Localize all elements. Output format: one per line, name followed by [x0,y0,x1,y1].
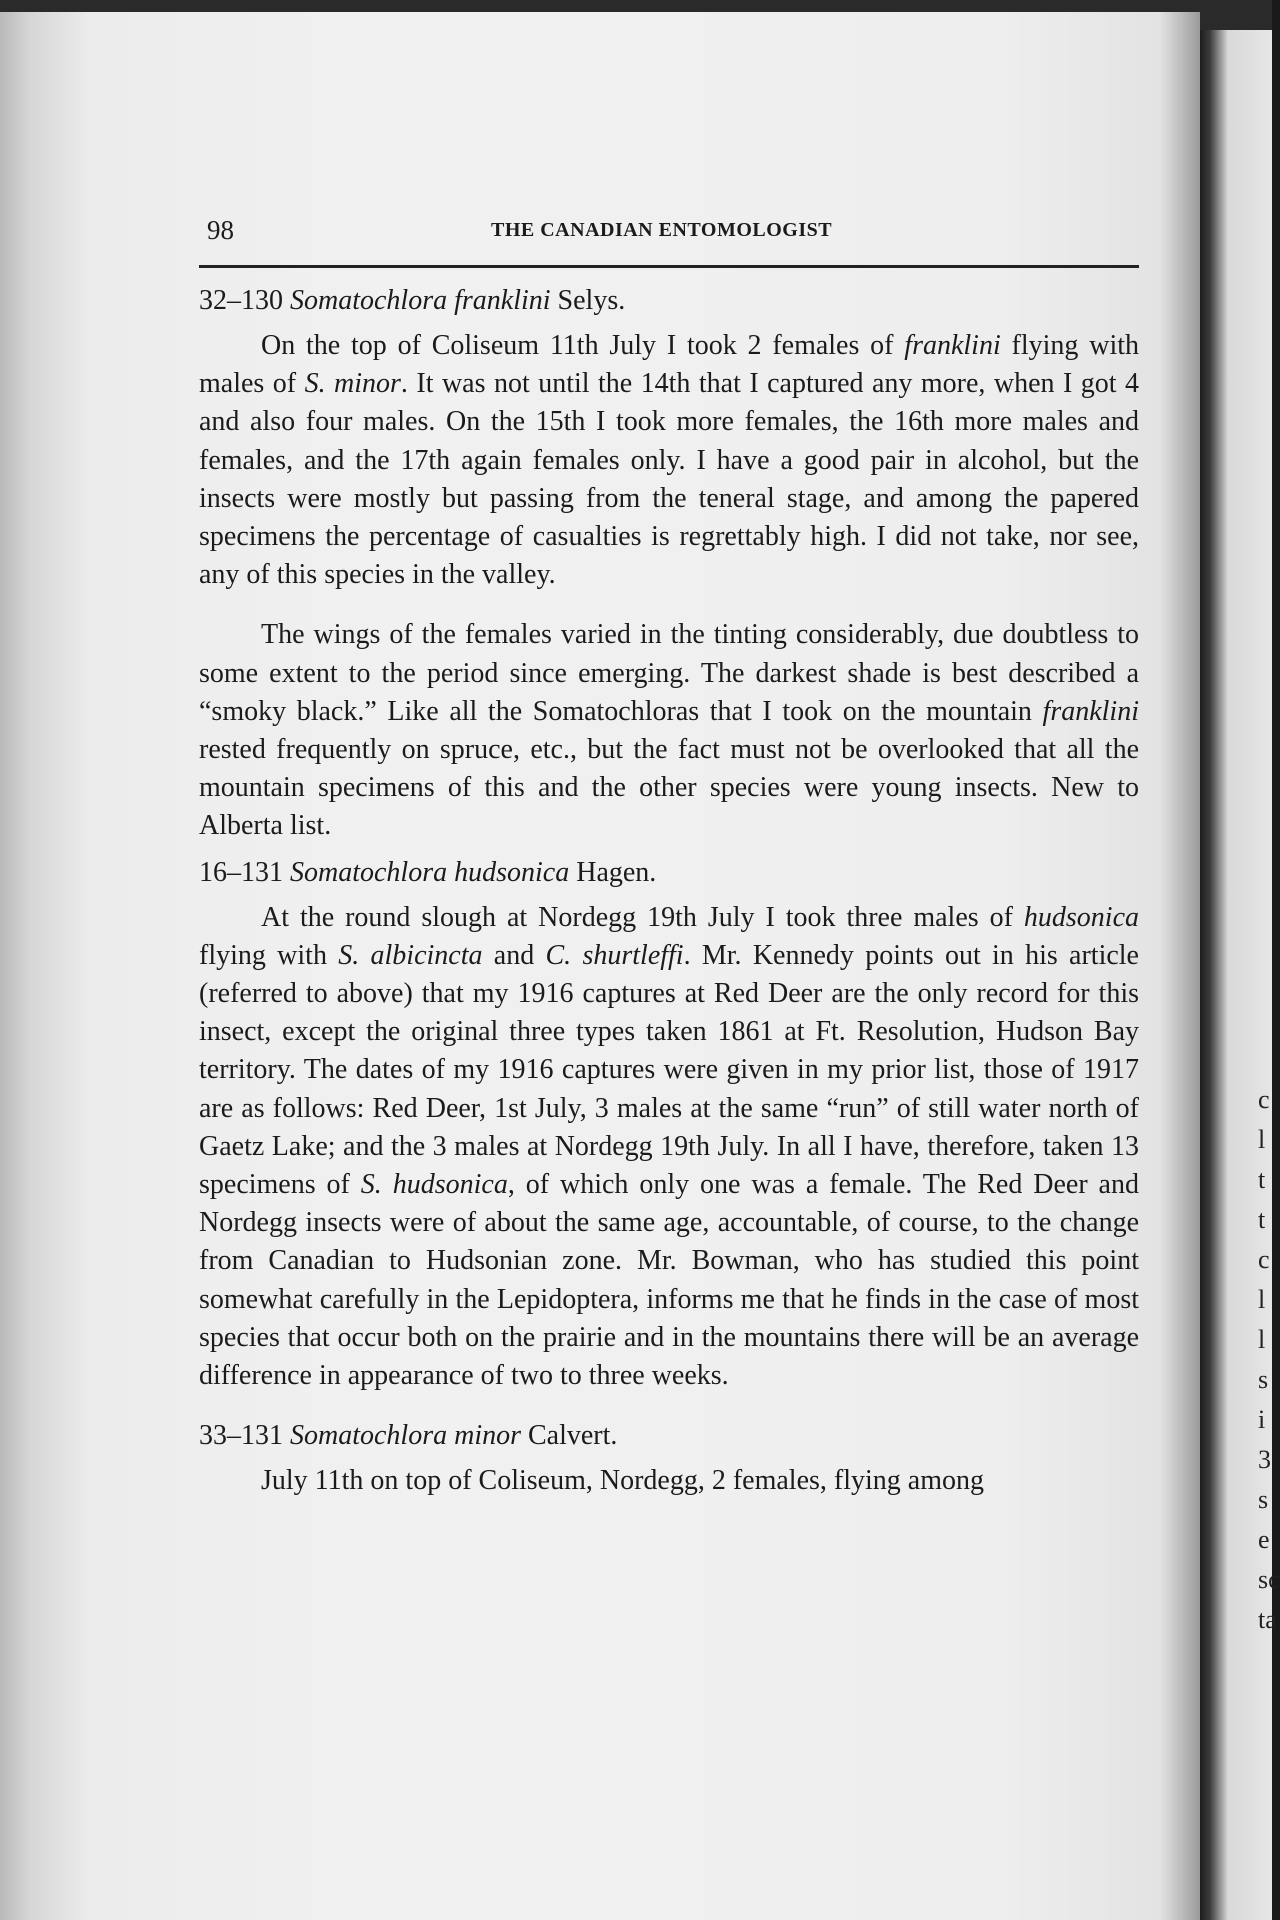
entry-number: 32–130 [199,285,283,316]
italic-run: franklini [1042,695,1139,727]
species-author: Selys. [557,285,626,316]
species-name: Somatochlora hudsonica [290,856,570,888]
italic-run: S. albicincta [338,939,483,971]
edge-letter: l [1258,1125,1266,1154]
paragraph-franklini-1 [199,327,1139,594]
italic-run: franklini [904,330,1001,361]
edge-letter: s [1258,1485,1269,1514]
entry-heading-franklini [199,282,1139,319]
edge-letter: l [1258,1325,1266,1354]
edge-letter: t [1258,1205,1266,1234]
edge-letter: t [1258,1165,1266,1194]
edge-letter: e [1258,1525,1270,1554]
edge-letter: ta [1258,1605,1277,1634]
facing-page-letters [1258,1080,1280,1640]
italic-run: C. shurtleffi [545,939,684,971]
edge-letter: 3 [1258,1445,1271,1474]
text-run: and [482,939,546,971]
text-run: The wings of the females varied in the tinting considerably, due doubtless to some extent to the period since emerging. The darkest shade is best described a “smoky black.” Like all the Somatochloras that I took on the mountain [199,619,1139,727]
edge-letter: i [1258,1405,1266,1434]
entry-heading-hudsonica [199,854,1139,891]
text-run: . Mr. Kennedy points out in his article (referred to above) that my 1916 captures at Red Deer are the only record for this insect, except the original three types taken 1861 at Ft. Resolution, Hudson Bay territory. The dates of my 1916 captures were given in my prior list, those of 1917 are as follows: Red Deer, 1st July, 3 males at the same “run” of still water north of Gaetz Lake; and the 3 males at Nordegg 19th July. In all I have, therefore, taken 13 specimens of [199,939,1139,1201]
paragraph-hudsonica [199,899,1139,1396]
paragraph-minor [199,1462,1139,1500]
running-head [199,215,1139,257]
journal-title: THE CANADIAN ENTOMOLOGIST [491,219,833,241]
text-run: , of which only one was a female. The Red Deer and Nordegg insects were of about the same age, accountable, of course, to the change from Canadian to Hudsonian zone. Mr. Bowman, who has studied this point somewhat carefully in the Lepidoptera, informs me that he finds in the case of most species that occur both on the prairie and in the mountains there will be an average difference in appearance of two to three weeks. [199,1169,1139,1392]
paragraph-franklini-2 [199,616,1139,845]
italic-run: S. hudsonica [360,1169,508,1201]
text-run: . It was not until the 14th that I captured any more, when I got 4 and also four males. On the 15th I took more females, the 16th more males and females, and the 17th again females only. I have a good pair in alcohol, but the insects were mostly but passing from the teneral stage, and among the papered specimens the percentage of casualties is regrettably high. I did not take, nor see, any of this species in the valley. [199,368,1139,591]
species-author: Hagen. [576,856,657,888]
species-author: Calvert. [528,1420,618,1452]
page-number: 98 [207,215,234,245]
text-run: flying with [199,939,339,971]
header-rule [199,265,1139,268]
italic-run: hudsonica [1023,901,1139,933]
species-name: Somatochlora minor [290,1420,521,1452]
species-name: Somatochlora franklini [290,285,551,316]
text-run: flying with males of [199,330,1139,400]
text-run: July 11th on top of Coliseum, Nordegg, 2 females, flying among [261,1465,984,1497]
edge-letter: sc [1258,1565,1280,1594]
text-run: rested frequently on spruce, etc., but the fact must not be overlooked that all the mountain specimens of this and the other species were young insects. New to Alberta list. [199,734,1139,842]
edge-letter: c [1258,1085,1270,1114]
entry-number: 33–131 [199,1420,283,1452]
text-run: On the top of Coliseum 11th July I took 2 females of [261,330,905,361]
entry-number: 16–131 [199,856,283,888]
edge-letter: c [1258,1245,1270,1274]
edge-letter: l [1258,1285,1266,1314]
page-text [199,215,1139,1500]
entry-heading-minor [199,1417,1139,1454]
edge-letter: s [1258,1365,1269,1394]
text-run: At the round slough at Nordegg 19th July I took three males of [261,901,1024,933]
italic-run: S. minor [304,368,401,400]
